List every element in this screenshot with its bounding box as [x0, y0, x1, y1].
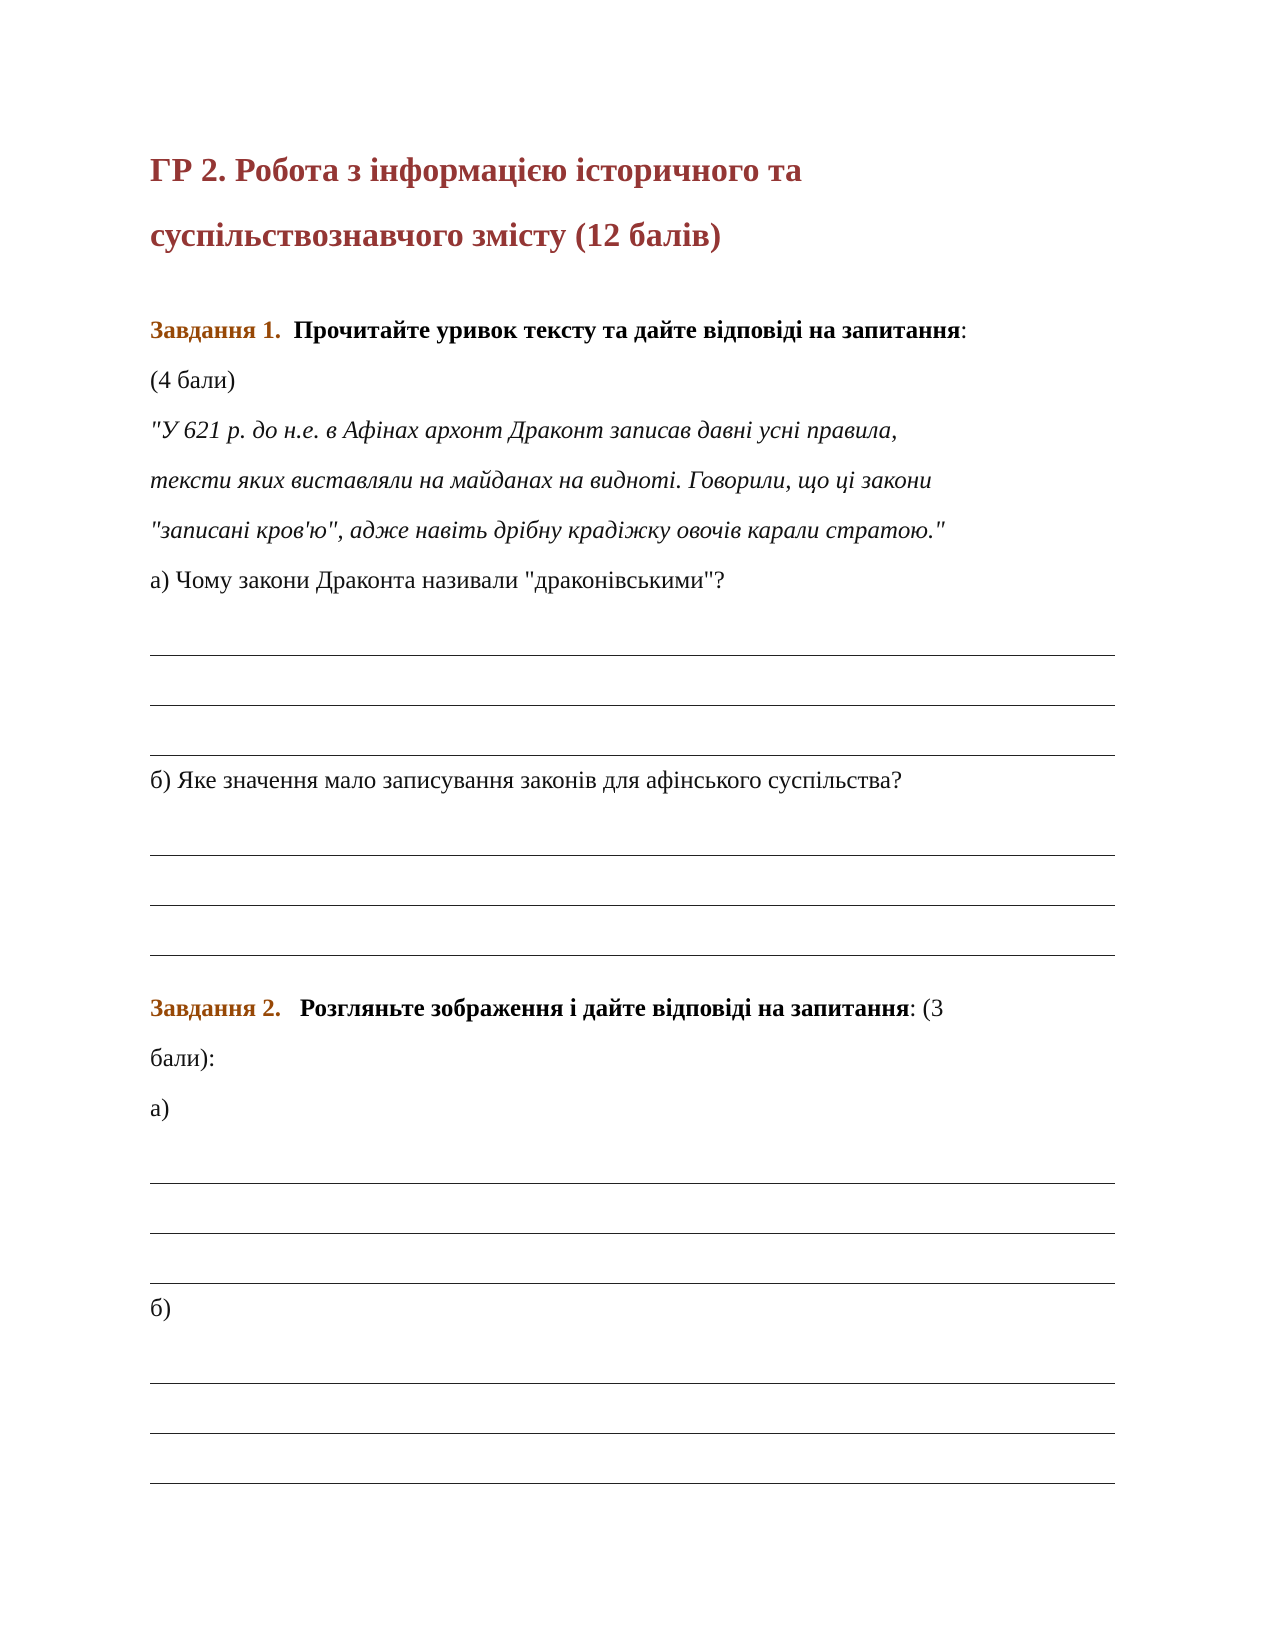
spacer [150, 956, 1115, 984]
task-1-colon: : [960, 317, 968, 344]
question-a: а) Чому закони Драконта називали "драконівськими"? [150, 567, 725, 594]
answer-line[interactable] [150, 1384, 1115, 1434]
quote-line-3: "записані кров'ю", адже навіть дрібну крадіжку овочів карали стратою." [150, 517, 945, 544]
task-2-instruction: Розгляньте зображення і дайте відповіді на запитання [299, 995, 910, 1022]
quote-line-1: "У 621 р. до н.е. в Афінах архонт Драконт записав давні усні правила, [150, 417, 898, 444]
item-b: б) [150, 1295, 172, 1322]
answer-line[interactable] [150, 1434, 1115, 1484]
task-2-heading [150, 984, 1115, 1034]
task-1-instruction: Прочитайте уривок тексту та дайте відповіді на запитання [293, 317, 961, 344]
answer-line[interactable] [150, 1184, 1115, 1234]
item-a: а) [150, 1095, 170, 1122]
question-b: б) Яке значення мало записування законів для афінського суспільства? [150, 767, 903, 794]
answer-line[interactable] [150, 1334, 1115, 1384]
spacer [150, 268, 1115, 306]
answer-line[interactable] [150, 706, 1115, 756]
answer-line[interactable] [150, 906, 1115, 956]
answer-line[interactable] [150, 1234, 1115, 1284]
task-2-label: Завдання 2. [150, 995, 282, 1022]
answer-line[interactable] [150, 1134, 1115, 1184]
answer-line[interactable] [150, 656, 1115, 706]
answer-line[interactable] [150, 606, 1115, 656]
title-line-1: ГР 2. Робота з інформацією історичного та [150, 152, 803, 189]
quote-line-2: тексти яких виставляли на майданах на видноті. Говорили, що ці закони [150, 467, 932, 494]
task-1-points: (4 бали) [150, 367, 236, 394]
title-line-2: суспільствознавчого змісту (12 балів) [150, 217, 722, 254]
page-title [150, 138, 1115, 268]
task-2-points: бали): [150, 1045, 216, 1072]
answer-line[interactable] [150, 856, 1115, 906]
task-1-label: Завдання 1. [150, 317, 282, 344]
task-2-colon-points: : (3 [909, 995, 944, 1022]
answer-line[interactable] [150, 806, 1115, 856]
document-content [150, 138, 1115, 1484]
task-1-heading [150, 306, 1115, 356]
